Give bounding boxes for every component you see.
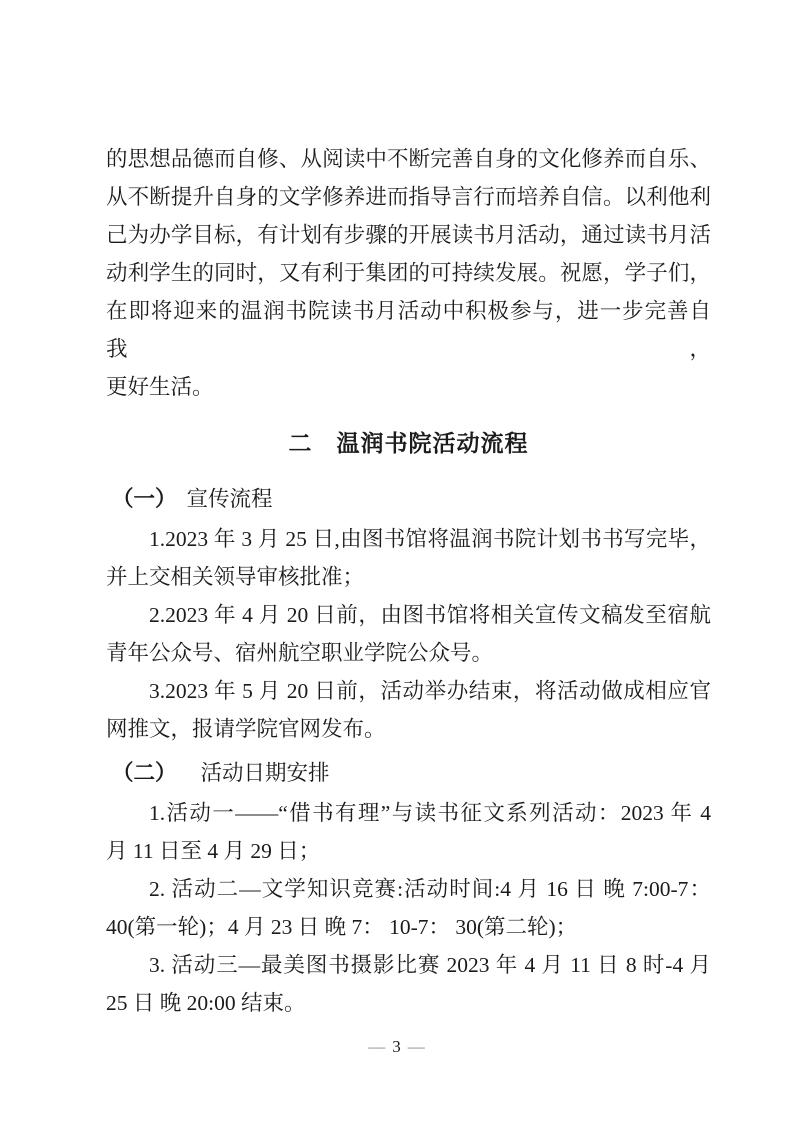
section-2-heading — [106, 754, 711, 792]
section-2-item-2 — [106, 870, 711, 946]
list-item-line: 并上交相关领导审核批准； — [106, 565, 365, 589]
list-item-line: 3. 活动三—最美图书摄影比赛 2023 年 4 月 11 日 8 时-4 月 — [149, 953, 711, 977]
intro-line: 从不断提升自身的文学修养进而指导言行而培养自信。以利他利 — [106, 185, 711, 209]
list-item-line: 2. 活动二—文学知识竞赛:活动时间:4 月 16 日 晚 7:00-7： — [149, 877, 711, 901]
list-item-line: 月 11 日至 4 月 29 日； — [106, 839, 321, 863]
list-item-line: 1.活动一——“借书有理”与读书征文系列活动：2023 年 4 — [149, 801, 711, 825]
intro-line: 己为办学目标，有计划有步骤的开展读书月活动，通过读书月活 — [106, 223, 711, 247]
footer-right-dash: — — [407, 1037, 425, 1056]
list-item-line: 25 日 晚 20:00 结束。 — [106, 991, 306, 1015]
section-1-title: 宣传流程 — [186, 487, 273, 511]
chapter-heading: 二 温润书院活动流程 — [288, 431, 529, 456]
section-2-item-1 — [106, 794, 711, 870]
list-item-line: 2.2023 年 4 月 20 日前，由图书馆将相关宣传文稿发至宿航 — [149, 603, 711, 627]
section-1-heading — [106, 480, 711, 518]
section-1-item-2 — [106, 596, 711, 672]
list-item-line: 40(第一轮)；4 月 23 日 晚 7： 10-7： 30(第二轮)； — [106, 915, 578, 939]
section-2-item-3 — [106, 946, 711, 1022]
section-1-item-1 — [106, 520, 711, 596]
list-item-line: 1.2023 年 3 月 25 日,由图书馆将温润书院计划书书写完毕， — [149, 527, 711, 551]
section-2-title: 活动日期安排 — [200, 761, 330, 785]
intro-line: 更好生活。 — [106, 375, 214, 399]
intro-line: 在即将迎来的温润书院读书月活动中积极参与，进一步完善自我， — [106, 299, 711, 361]
list-item-line: 青年公众号、宿州航空职业学院公众号。 — [106, 641, 494, 665]
section-1-item-3 — [106, 672, 711, 748]
footer-left-dash: — — [368, 1037, 386, 1056]
intro-line: 动利学生的同时，又有利于集团的可持续发展。祝愿，学子们， — [106, 261, 711, 285]
intro-line: 的思想品德而自修、从阅读中不断完善自身的文化修养而自乐、 — [106, 147, 711, 171]
section-1-label: （一） — [112, 487, 177, 511]
page-number: 3 — [392, 1037, 401, 1056]
page-footer — [0, 1036, 793, 1058]
list-item-line: 3.2023 年 5 月 20 日前，活动举办结束，将活动做成相应官 — [149, 679, 711, 703]
section-2-label: （二） — [112, 761, 177, 785]
list-item-line: 网推文，报请学院官网发布。 — [106, 717, 386, 741]
intro-paragraph — [106, 140, 711, 406]
